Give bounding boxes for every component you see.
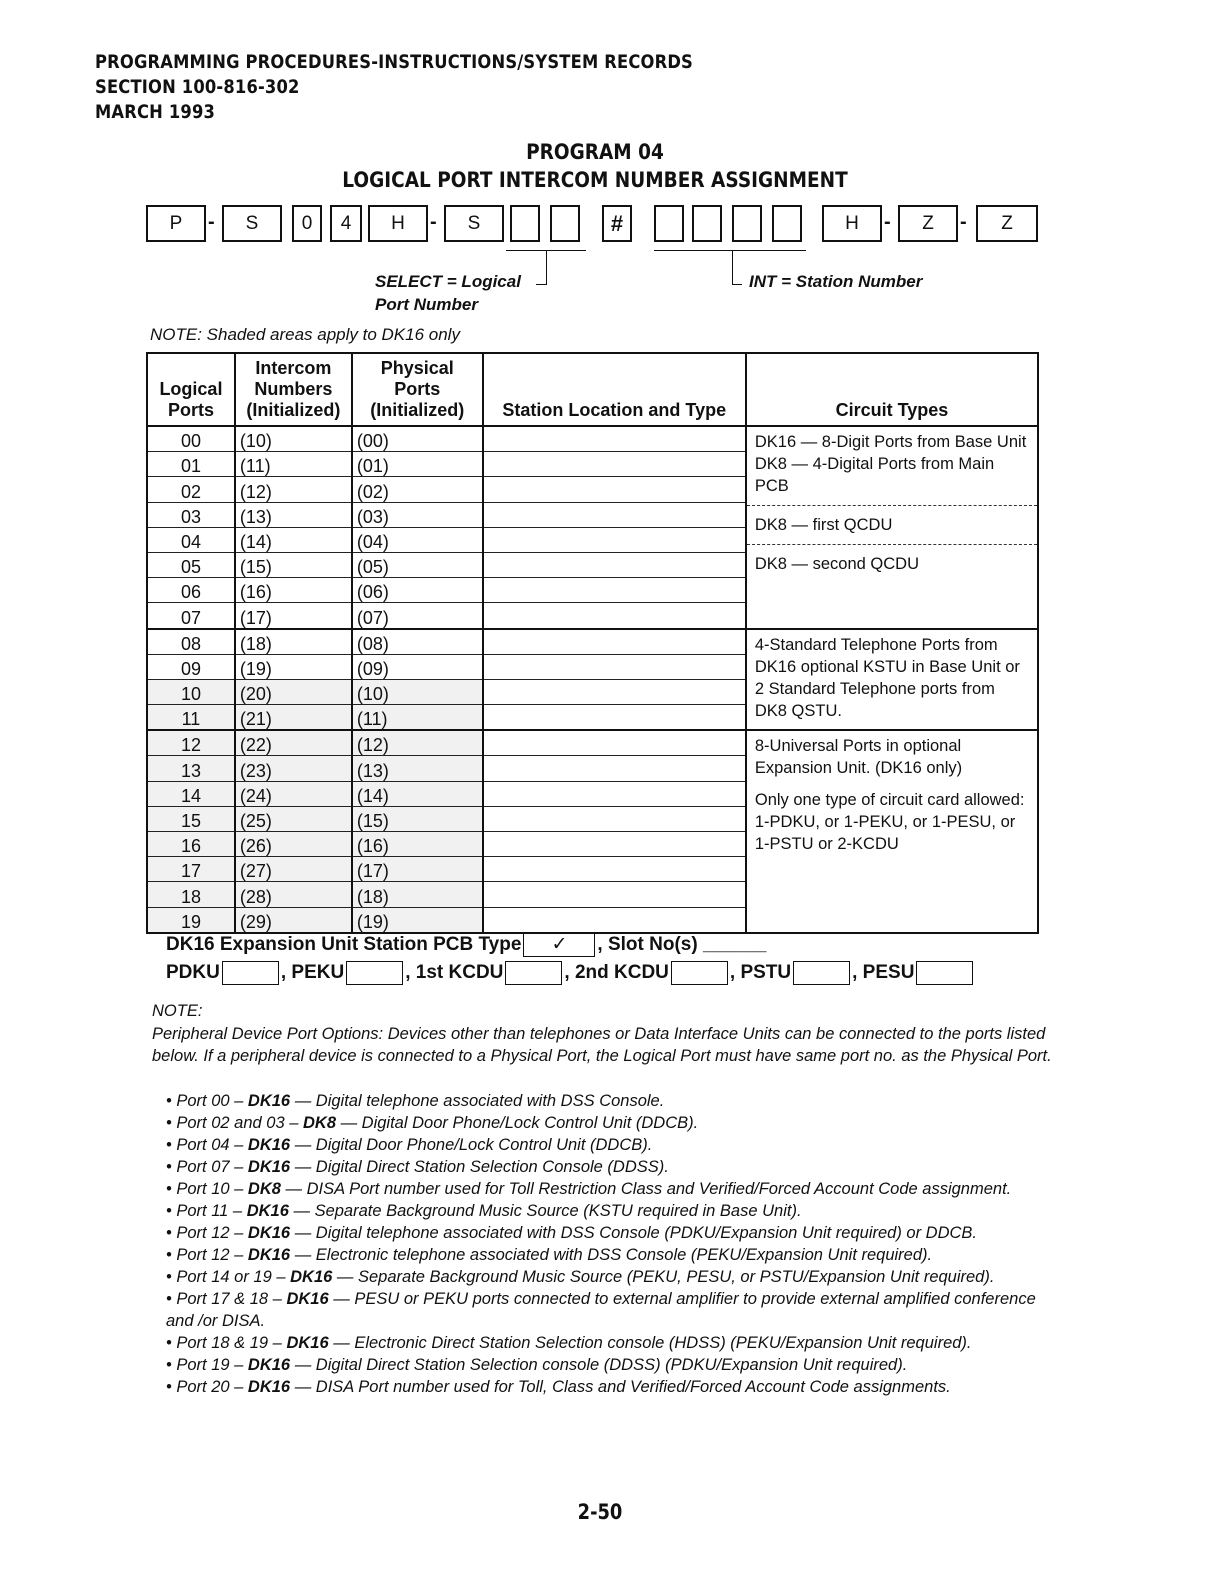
- table-row: [147, 730, 1038, 756]
- pdku-label: PDKU: [166, 962, 220, 984]
- list-item: • Port 14 or 19 – DK16 — Separate Background Music Source (PEKU, PESU, or PSTU/Expansion Unit required).: [166, 1268, 995, 1286]
- page-number: 2-50: [577, 1500, 623, 1524]
- intercom-number: (16): [235, 578, 352, 603]
- shaded-note: NOTE: Shaded areas apply to DK16 only: [150, 325, 460, 344]
- logical-port: 12: [147, 730, 235, 756]
- intercom-number: (13): [235, 502, 352, 527]
- physical-port: (08): [352, 629, 483, 655]
- intercom-number: (25): [235, 806, 352, 831]
- col-station-location: Station Location and Type: [483, 353, 746, 426]
- station-location-field[interactable]: [483, 452, 746, 477]
- int-label: INT = Station Number: [749, 272, 923, 291]
- key-blank: [510, 205, 540, 242]
- key-p: P: [146, 205, 206, 242]
- station-location-field[interactable]: [483, 781, 746, 806]
- list-item: • Port 02 and 03 – DK8 — Digital Door Phone/Lock Control Unit (DDCB).: [166, 1114, 699, 1132]
- station-location-field[interactable]: [483, 477, 746, 502]
- peku-box[interactable]: [346, 961, 403, 985]
- physical-port: (00): [352, 426, 483, 452]
- expansion-unit-line: [166, 933, 766, 957]
- physical-port: (10): [352, 679, 483, 704]
- port-assignment-table: [146, 352, 1039, 934]
- station-location-field[interactable]: [483, 502, 746, 527]
- list-item: • Port 00 – DK16 — Digital telephone associated with DSS Console.: [166, 1092, 665, 1110]
- header-title: PROGRAMMING PROCEDURES-INSTRUCTIONS/SYSTEM RECORDS: [95, 51, 694, 73]
- intercom-number: (14): [235, 527, 352, 552]
- circuit-dk8-main: DK8 — 4-Digital Ports from Main PCB: [754, 455, 995, 495]
- intercom-number: (28): [235, 882, 352, 907]
- note-body: Peripheral Device Port Options: Devices other than telephones or Data Interface Units can be connected to the ports listed below. If a peripheral device is connected to a Physical Port, the Logical Port must have same port no. as the Physical Port.: [152, 1024, 1052, 1065]
- int-bracket: [654, 250, 806, 251]
- circuit-universal-ports: 8-Universal Ports in optional Expansion Unit. (DK16 only): [754, 737, 963, 778]
- station-location-field[interactable]: [483, 756, 746, 781]
- intercom-number: (22): [235, 730, 352, 756]
- kcdu1-label: , 1st KCDU: [405, 962, 504, 984]
- key-4: 4: [330, 205, 362, 242]
- document-header: [95, 50, 693, 125]
- col-intercom-numbers: Intercom Numbers (Initialized): [235, 353, 352, 426]
- int-bracket-tick: [732, 284, 742, 285]
- key-blank: [654, 205, 684, 242]
- intercom-number: (18): [235, 629, 352, 655]
- physical-port: (14): [352, 781, 483, 806]
- list-item: • Port 20 – DK16 — DISA Port number used for Toll, Class and Verified/Forced Account Code assignments.: [166, 1378, 951, 1396]
- list-item: • Port 17 & 18 – DK16 — PESU or PEKU ports connected to external amplifier to provide external amplified conference and /or DISA.: [166, 1290, 1036, 1330]
- intercom-number: (26): [235, 832, 352, 857]
- key-s2: S: [444, 205, 504, 242]
- station-location-field[interactable]: [483, 730, 746, 756]
- program-title: LOGICAL PORT INTERCOM NUMBER ASSIGNMENT: [342, 168, 848, 192]
- physical-port: (15): [352, 806, 483, 831]
- logical-port: 17: [147, 857, 235, 882]
- list-item: • Port 10 – DK8 — DISA Port number used for Toll Restriction Class and Verified/Forced Account Code assignment.: [166, 1180, 1012, 1198]
- station-location-field[interactable]: [483, 907, 746, 933]
- slot-field[interactable]: ______: [702, 934, 767, 956]
- table-header-row: [147, 353, 1038, 426]
- key-z: Z: [898, 205, 958, 242]
- key-dash: -: [208, 211, 215, 233]
- pesu-box[interactable]: [916, 961, 973, 985]
- key-hash: #: [602, 205, 632, 242]
- intercom-number: (12): [235, 477, 352, 502]
- logical-port: 14: [147, 781, 235, 806]
- physical-port: (01): [352, 452, 483, 477]
- int-bracket-stem: [732, 250, 733, 285]
- select-bracket-tick: [536, 284, 546, 285]
- kcdu2-box[interactable]: [671, 961, 728, 985]
- physical-port: (06): [352, 578, 483, 603]
- intercom-number: (20): [235, 679, 352, 704]
- key-dash: -: [430, 211, 437, 233]
- peku-label: , PEKU: [280, 962, 345, 984]
- key-s: S: [222, 205, 282, 242]
- logical-port: 07: [147, 603, 235, 629]
- key-blank: [692, 205, 722, 242]
- circuit-card-options: 1-PDKU, or 1-PEKU, or 1-PESU, or 1-PSTU or 2-KCDU: [754, 813, 1016, 854]
- station-location-field[interactable]: [483, 654, 746, 679]
- pcb-type-checkbox[interactable]: ✓: [523, 933, 595, 957]
- physical-port: (05): [352, 552, 483, 577]
- pstu-box[interactable]: [793, 961, 850, 985]
- physical-port: (12): [352, 730, 483, 756]
- logical-port: 11: [147, 705, 235, 731]
- circuit-types-group-1: [746, 426, 1038, 629]
- key-h2: H: [822, 205, 882, 242]
- logical-port: 05: [147, 552, 235, 577]
- key-dash: -: [884, 211, 891, 233]
- pstu-label: , PSTU: [729, 962, 792, 984]
- station-location-field[interactable]: [483, 578, 746, 603]
- station-location-field[interactable]: [483, 705, 746, 731]
- station-location-field[interactable]: [483, 832, 746, 857]
- col-logical-ports: Logical Ports: [147, 353, 235, 426]
- intercom-number: (24): [235, 781, 352, 806]
- peripheral-note: [152, 1000, 1062, 1068]
- physical-port: (07): [352, 603, 483, 629]
- table-row: [147, 426, 1038, 452]
- logical-port: 06: [147, 578, 235, 603]
- logical-port: 13: [147, 756, 235, 781]
- circuit-types-group-3: [746, 730, 1038, 933]
- station-location-field[interactable]: [483, 603, 746, 629]
- list-item: • Port 19 – DK16 — Digital Direct Station Selection console (DDSS) (PDKU/Expansion Unit required).: [166, 1356, 908, 1374]
- physical-port: (02): [352, 477, 483, 502]
- station-location-field[interactable]: [483, 882, 746, 907]
- program-number: PROGRAM 04: [526, 140, 664, 164]
- physical-port: (16): [352, 832, 483, 857]
- key-h: H: [368, 205, 428, 242]
- pesu-label: , PESU: [852, 962, 915, 984]
- table-row: [147, 629, 1038, 655]
- list-item: • Port 04 – DK16 — Digital Door Phone/Lock Control Unit (DDCB).: [166, 1136, 653, 1154]
- kcdu2-label: , 2nd KCDU: [564, 962, 669, 984]
- list-item: • Port 12 – DK16 — Digital telephone associated with DSS Console (PDKU/Expansion Unit required) or DDCB.: [166, 1224, 978, 1242]
- header-section: SECTION 100-816-302: [95, 76, 300, 98]
- logical-port: 18: [147, 882, 235, 907]
- note-heading: NOTE:: [152, 1002, 203, 1020]
- physical-port: (03): [352, 502, 483, 527]
- logical-port: 00: [147, 426, 235, 452]
- physical-port: (18): [352, 882, 483, 907]
- station-location-field[interactable]: [483, 629, 746, 655]
- key-z2: Z: [976, 205, 1038, 242]
- key-blank: [550, 205, 580, 242]
- key-0: 0: [292, 205, 322, 242]
- circuit-dk8-first-qcdu: DK8 — first QCDU: [754, 516, 893, 534]
- physical-port: (09): [352, 654, 483, 679]
- pdku-box[interactable]: [222, 961, 279, 985]
- intercom-number: (11): [235, 452, 352, 477]
- intercom-number: (23): [235, 756, 352, 781]
- circuit-dk16-base: DK16 — 8-Digit Ports from Base Unit: [754, 433, 1027, 451]
- physical-port: (17): [352, 857, 483, 882]
- physical-port: (04): [352, 527, 483, 552]
- list-item: • Port 11 – DK16 — Separate Background Music Source (KSTU required in Base Unit).: [166, 1202, 802, 1220]
- station-location-field[interactable]: [483, 527, 746, 552]
- intercom-number: (10): [235, 426, 352, 452]
- logical-port: 15: [147, 806, 235, 831]
- logical-port: 09: [147, 654, 235, 679]
- select-bracket-stem: [546, 250, 547, 285]
- intercom-number: (19): [235, 654, 352, 679]
- slot-label: , Slot No(s): [597, 934, 698, 956]
- logical-port: 01: [147, 452, 235, 477]
- physical-port: (13): [352, 756, 483, 781]
- logical-port: 10: [147, 679, 235, 704]
- key-blank: [732, 205, 762, 242]
- kcdu1-box[interactable]: [505, 961, 562, 985]
- circuit-dk8-second-qcdu: DK8 — second QCDU: [754, 555, 919, 573]
- header-date: MARCH 1993: [95, 101, 216, 123]
- physical-port: (11): [352, 705, 483, 731]
- logical-port: 03: [147, 502, 235, 527]
- intercom-number: (21): [235, 705, 352, 731]
- station-location-field[interactable]: [483, 806, 746, 831]
- logical-port: 04: [147, 527, 235, 552]
- logical-port: 19: [147, 907, 235, 933]
- circuit-card-rule: Only one type of circuit card allowed:: [754, 791, 1025, 810]
- port-options-list: [166, 1090, 1056, 1398]
- col-physical-ports: Physical Ports (Initialized): [352, 353, 483, 426]
- key-sequence: [0, 205, 1232, 245]
- key-dash: -: [960, 211, 967, 233]
- logical-port: 16: [147, 832, 235, 857]
- physical-port: (19): [352, 907, 483, 933]
- card-type-line: [166, 961, 975, 985]
- col-circuit-types: Circuit Types: [746, 353, 1038, 426]
- station-location-field[interactable]: [483, 679, 746, 704]
- station-location-field[interactable]: [483, 426, 746, 452]
- list-item: • Port 12 – DK16 — Electronic telephone associated with DSS Console (PEKU/Expansion Unit required).: [166, 1246, 933, 1264]
- pcb-type-label: DK16 Expansion Unit Station PCB Type: [166, 934, 522, 956]
- intercom-number: (29): [235, 907, 352, 933]
- station-location-field[interactable]: [483, 857, 746, 882]
- logical-port: 08: [147, 629, 235, 655]
- circuit-types-group-2: 4-Standard Telephone Ports from DK16 optional KSTU in Base Unit or 2 Standard Telephone ports from DK8 QSTU.: [746, 629, 1038, 731]
- key-blank: [772, 205, 802, 242]
- station-location-field[interactable]: [483, 552, 746, 577]
- list-item: • Port 07 – DK16 — Digital Direct Station Selection Console (DDSS).: [166, 1158, 669, 1176]
- intercom-number: (17): [235, 603, 352, 629]
- list-item: • Port 18 & 19 – DK16 — Electronic Direct Station Selection console (HDSS) (PEKU/Expansion Unit required).: [166, 1334, 972, 1352]
- logical-port: 02: [147, 477, 235, 502]
- intercom-number: (15): [235, 552, 352, 577]
- select-label: SELECT = Logical Port Number: [375, 272, 521, 314]
- intercom-number: (27): [235, 857, 352, 882]
